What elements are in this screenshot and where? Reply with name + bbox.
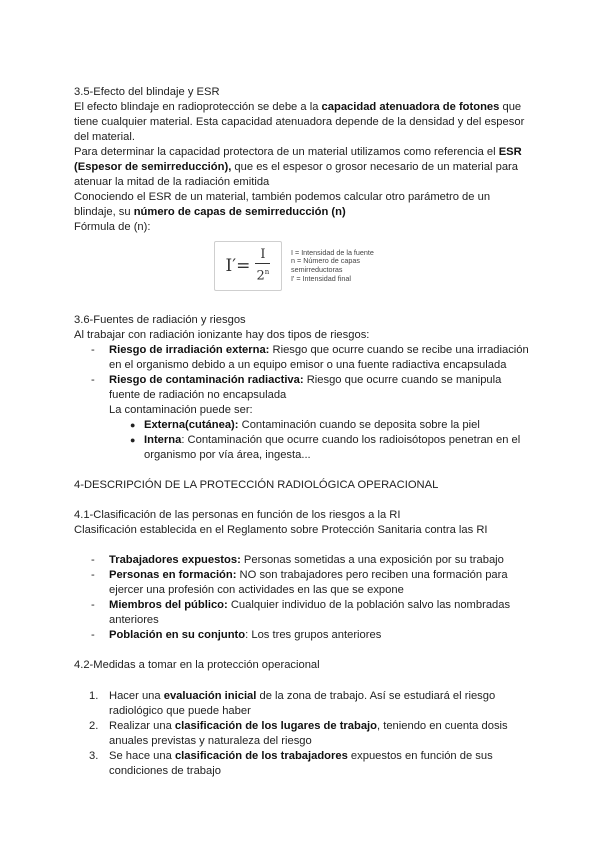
paragraph-esr-definition: Para determinar la capacidad protectora de un material utilizamos como referencia el ESR (Espesor de semirreducción), que es el espesor o grosor necesario de un material para atenuar la mitad de la radiación emitida [74,146,522,188]
list-item: - Trabajadores expuestos: Personas sometidas a una exposición por su trabajo [91,554,504,566]
paragraph-half-value-layers: Conociendo el ESR de un material, también podemos calcular otro parámetro de un blindaje, su número de capas de semirreducción (n) [74,191,491,218]
section-4-title: 4-DESCRIPCIÓN DE LA PROTECCIÓN RADIOLÓGICA OPERACIONAL [74,479,439,491]
list-item: - Riesgo de irradiación externa: Riesgo que ocurre cuando se recibe una irradiación en el organismo debido a un equipo emisor o una fuente radiactiva encapsulada [91,344,529,371]
measures-list [74,689,534,779]
list-item: ● Interna: Contaminación que ocurre cuando los radioisótopos penetran en el organismo por vía área, ingesta... [130,434,521,461]
formula-fraction [255,247,270,284]
section-3-6-title: 3.6-Fuentes de radiación y riesgos [74,314,246,326]
risk-list [74,343,534,403]
list-item: - Personas en formación: NO son trabajadores pero reciben una formación para ejercer una profesión con actividades en las que se expone [91,569,508,596]
list-item: - Población en su conjunto: Los tres grupos anteriores [91,629,382,641]
section-3-6-intro: Al trabajar con radiación ionizante hay dos tipos de riesgos: [74,329,370,341]
formula-label: Fórmula de (n): [74,221,151,233]
formula-image [214,241,282,291]
document-page [74,85,534,779]
formula-legend [291,249,374,283]
people-classification-list [74,553,534,643]
list-item: - Riesgo de contaminación radiactiva: Riesgo que ocurre cuando se manipula fuente de radiación no encapsulada [91,374,502,401]
list-item: 2. Realizar una clasificación de los lugares de trabajo, teniendo en cuenta dosis anuales previstas y naturaleza del riesgo [89,720,508,747]
section-4-1-intro: Clasificación establecida en el Reglamento sobre Protección Sanitaria contra las RI [74,524,488,536]
contamination-intro: La contaminación puede ser: [109,404,253,416]
formula-denominator: 2$^n$ [256,268,270,284]
list-item: 3. Se hace una clasificación de los trabajadores expuestos en función de sus condiciones de trabajo [89,750,493,777]
formula-numerator: I [255,247,270,264]
list-item: ● Externa(cutánea): Contaminación cuando se deposita sobre la piel [130,419,480,431]
formula-legend-line: n = Número de capas [291,256,360,266]
formula-legend-line: I = Intensidad de la fuente [291,247,374,257]
section-4-2-title: 4.2-Medidas a tomar en la protección operacional [74,659,320,671]
list-item: - Miembros del público: Cualquier individuo de la población salvo las nombradas anteriores [91,599,511,626]
section-3-5-title: 3.5-Efecto del blindaje y ESR [74,86,220,98]
formula-lhs: I′= [225,255,251,276]
list-item: 1. Hacer una evaluación inicial de la zona de trabajo. Así se estudiará el riesgo radiológico que puede haber [89,690,496,717]
formula-legend-line: semirreductoras [291,265,343,274]
formula-legend-line: I' = Intensidad final [291,273,351,283]
contamination-list [74,418,534,463]
formula-figure [214,242,534,290]
paragraph-shielding-effect: El efecto blindaje en radioprotección se debe a la capacidad atenuadora de fotones que tiene cualquier material. Esta capacidad atenuadora depende de la densidad y del espesor del material. [74,101,525,143]
section-4-1-title: 4.1-Clasificación de las personas en función de los riesgos a la RI [74,509,401,521]
